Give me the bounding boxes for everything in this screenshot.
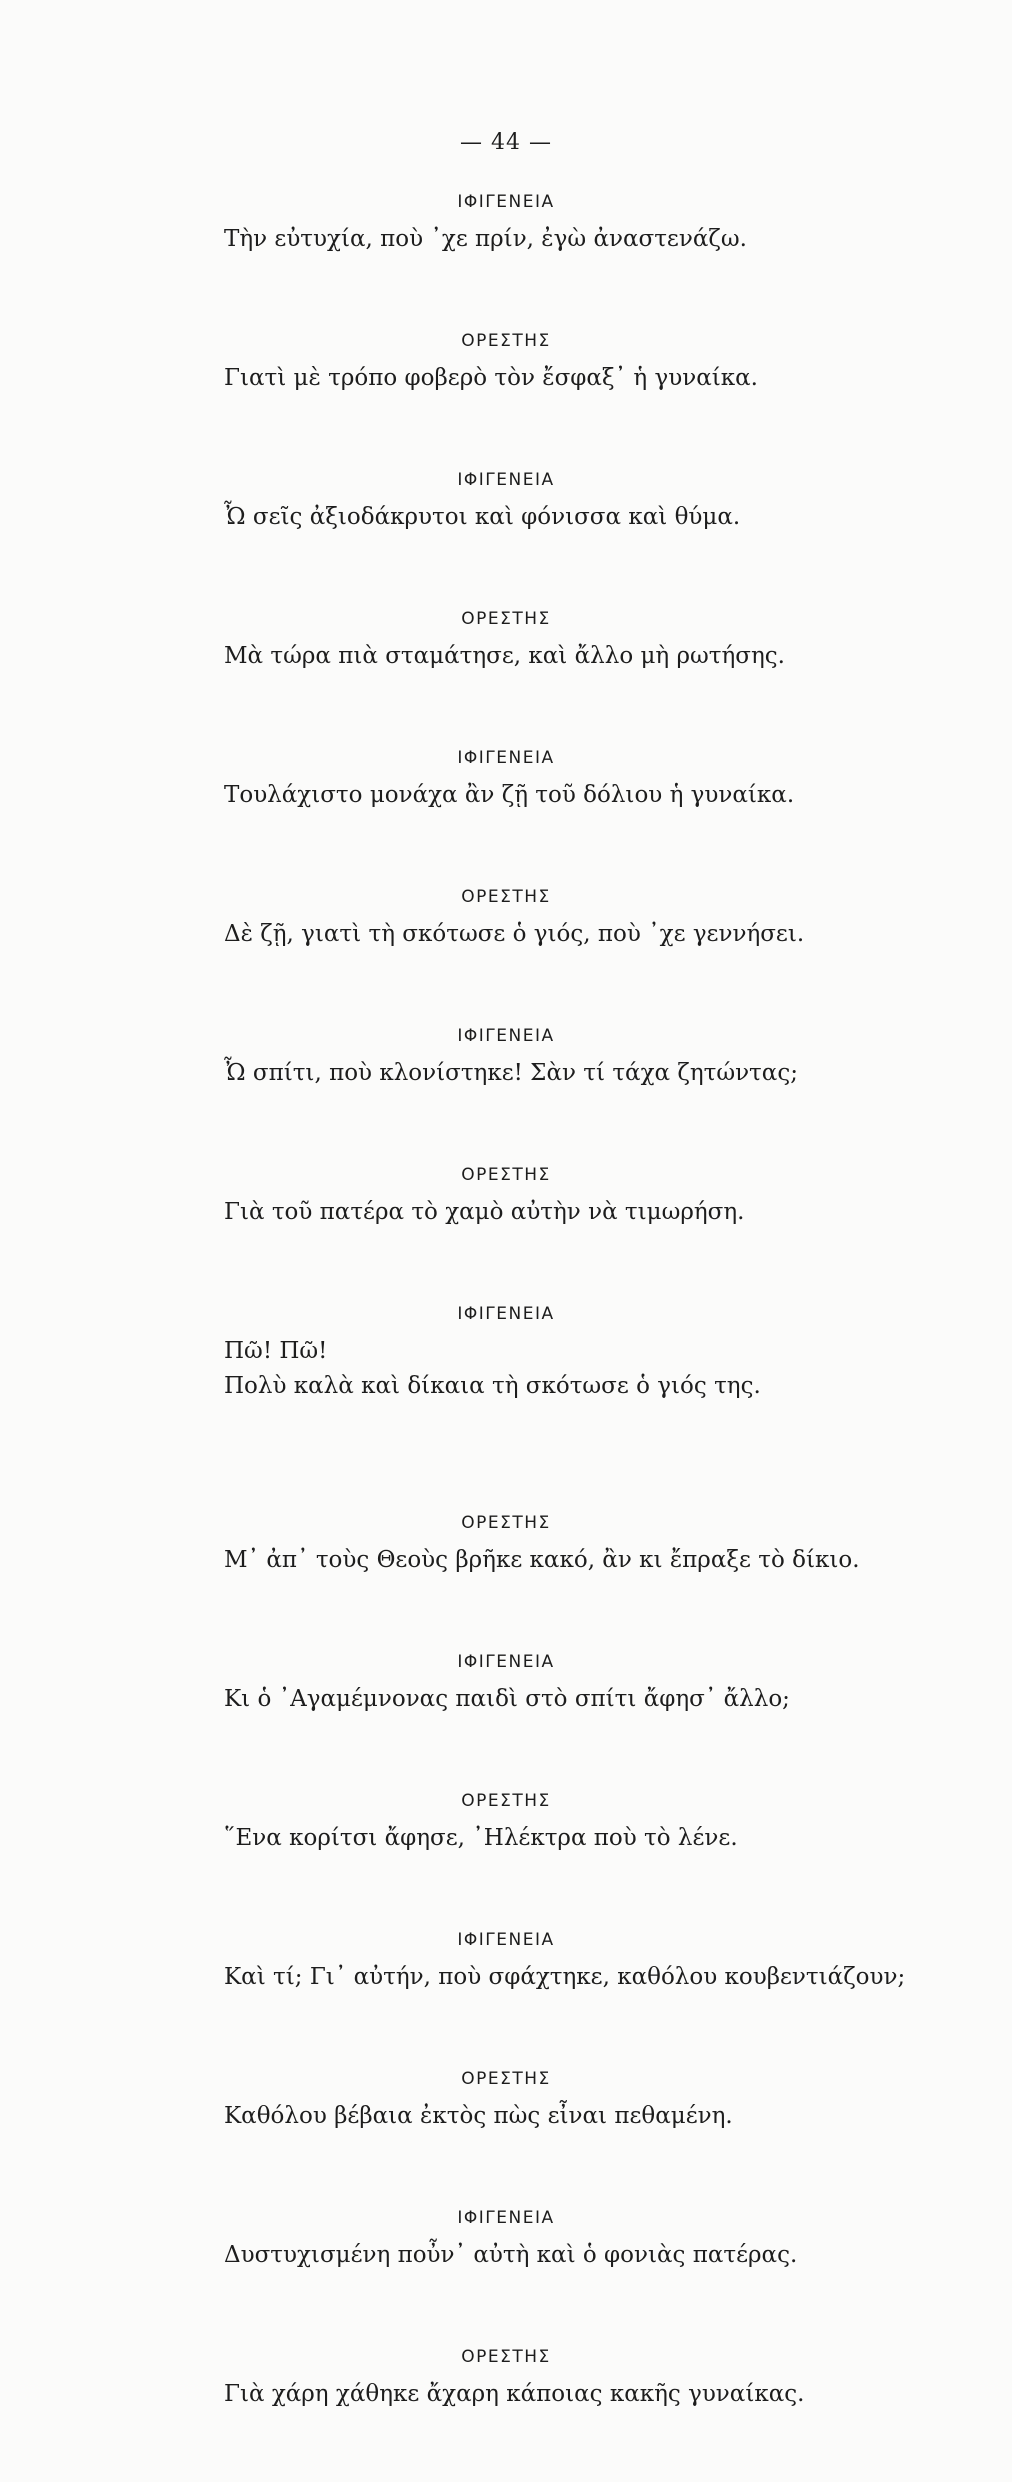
- speaker-name: ΙΦΙΓΕΝΕΙΑ: [457, 470, 555, 490]
- speaker-name: ΟΡΕΣΤΗΣ: [461, 1791, 551, 1811]
- speaker-name: ΙΦΙΓΕΝΕΙΑ: [457, 2208, 555, 2228]
- dialogue-line: Πῶ! Πῶ!: [224, 1338, 328, 1364]
- speaker-name: ΟΡΕΣΤΗΣ: [461, 1165, 551, 1185]
- dialogue-line: Ὦ σπίτι, ποὺ κλονίστηκε! Σὰν τί τάχα ζητώντας;: [224, 1060, 798, 1086]
- dialogue-line: Πολὺ καλὰ καὶ δίκαια τὴ σκότωσε ὁ γιός της.: [224, 1373, 761, 1399]
- dialogue-line: Μ᾽ ἀπ᾽ τοὺς Θεοὺς βρῆκε κακό, ἂν κι ἔπραξε τὸ δίκιο.: [224, 1547, 860, 1573]
- speaker-name: ΙΦΙΓΕΝΕΙΑ: [457, 748, 555, 768]
- dialogue-entry: [0, 883, 1012, 1022]
- dialogue-line: Κι ὁ ᾽Αγαμέμνονας παιδὶ στὸ σπίτι ἄφησ᾽ ἄλλο;: [224, 1686, 790, 1712]
- dialogue: [0, 188, 1012, 2482]
- dialogue-line: ῞Ενα κορίτσι ἄφησε, ᾽Ηλέκτρα ποὺ τὸ λένε.: [224, 1825, 738, 1851]
- dialogue-entry: [0, 2065, 1012, 2204]
- dialogue-line: Γιὰ τοῦ πατέρα τὸ χαμὸ αὐτὴν νὰ τιμωρήση.: [224, 1199, 745, 1225]
- dialogue-entry: [0, 1648, 1012, 1787]
- speaker-name: ΟΡΕΣΤΗΣ: [461, 1513, 551, 1533]
- speaker-name: ΙΦΙΓΕΝΕΙΑ: [457, 1930, 555, 1950]
- dialogue-entry: [0, 744, 1012, 883]
- dialogue-entry: [0, 327, 1012, 466]
- dialogue-line: Καθόλου βέβαια ἐκτὸς πὼς εἶναι πεθαμένη.: [224, 2103, 733, 2129]
- dialogue-line: Τὴν εὐτυχία, ποὺ ᾽χε πρίν, ἐγὼ ἀναστενάζω.: [224, 226, 747, 252]
- speaker-name: ΙΦΙΓΕΝΕΙΑ: [457, 1304, 555, 1324]
- dialogue-entry: [0, 2343, 1012, 2482]
- dialogue-entry: [0, 1161, 1012, 1300]
- speaker-name: ΙΦΙΓΕΝΕΙΑ: [457, 1026, 555, 1046]
- speaker-name: ΙΦΙΓΕΝΕΙΑ: [457, 192, 555, 212]
- speaker-name: ΟΡΕΣΤΗΣ: [461, 609, 551, 629]
- dialogue-entry: [0, 605, 1012, 744]
- speaker-name: ΟΡΕΣΤΗΣ: [461, 887, 551, 907]
- page-number: — 44 —: [460, 130, 552, 155]
- dialogue-entry: [0, 1926, 1012, 2065]
- dialogue-line: Δὲ ζῇ, γιατὶ τὴ σκότωσε ὁ γιός, ποὺ ᾽χε γεννήσει.: [224, 921, 805, 947]
- dialogue-line: Μὰ τώρα πιὰ σταμάτησε, καὶ ἄλλο μὴ ρωτήσης.: [224, 643, 785, 669]
- dialogue-entry: [0, 2204, 1012, 2343]
- speaker-name: ΟΡΕΣΤΗΣ: [461, 331, 551, 351]
- dialogue-entry: [0, 1300, 1012, 1509]
- dialogue-line: Ὦ σεῖς ἀξιοδάκρυτοι καὶ φόνισσα καὶ θύμα.: [224, 504, 741, 530]
- speaker-name: ΟΡΕΣΤΗΣ: [461, 2347, 551, 2367]
- dialogue-entry: [0, 1509, 1012, 1648]
- dialogue-entry: [0, 466, 1012, 605]
- dialogue-entry: [0, 188, 1012, 327]
- dialogue-line: Γιατὶ μὲ τρόπο φοβερὸ τὸν ἔσφαξ᾽ ἡ γυναίκα.: [224, 365, 758, 391]
- dialogue-line: Γιὰ χάρη χάθηκε ἄχαρη κάποιας κακῆς γυναίκας.: [224, 2381, 805, 2407]
- dialogue-line: Δυστυχισμένη ποὖν᾽ αὐτὴ καὶ ὁ φονιὰς πατέρας.: [224, 2242, 798, 2268]
- speaker-name: ΙΦΙΓΕΝΕΙΑ: [457, 1652, 555, 1672]
- dialogue-line: Τουλάχιστο μονάχα ἂν ζῇ τοῦ δόλιου ἡ γυναίκα.: [224, 782, 795, 808]
- dialogue-entry: [0, 1787, 1012, 1926]
- speaker-name: ΟΡΕΣΤΗΣ: [461, 2069, 551, 2089]
- dialogue-line: Καὶ τί; Γι᾽ αὐτήν, ποὺ σφάχτηκε, καθόλου κουβεντιάζουν;: [224, 1964, 906, 1990]
- dialogue-entry: [0, 1022, 1012, 1161]
